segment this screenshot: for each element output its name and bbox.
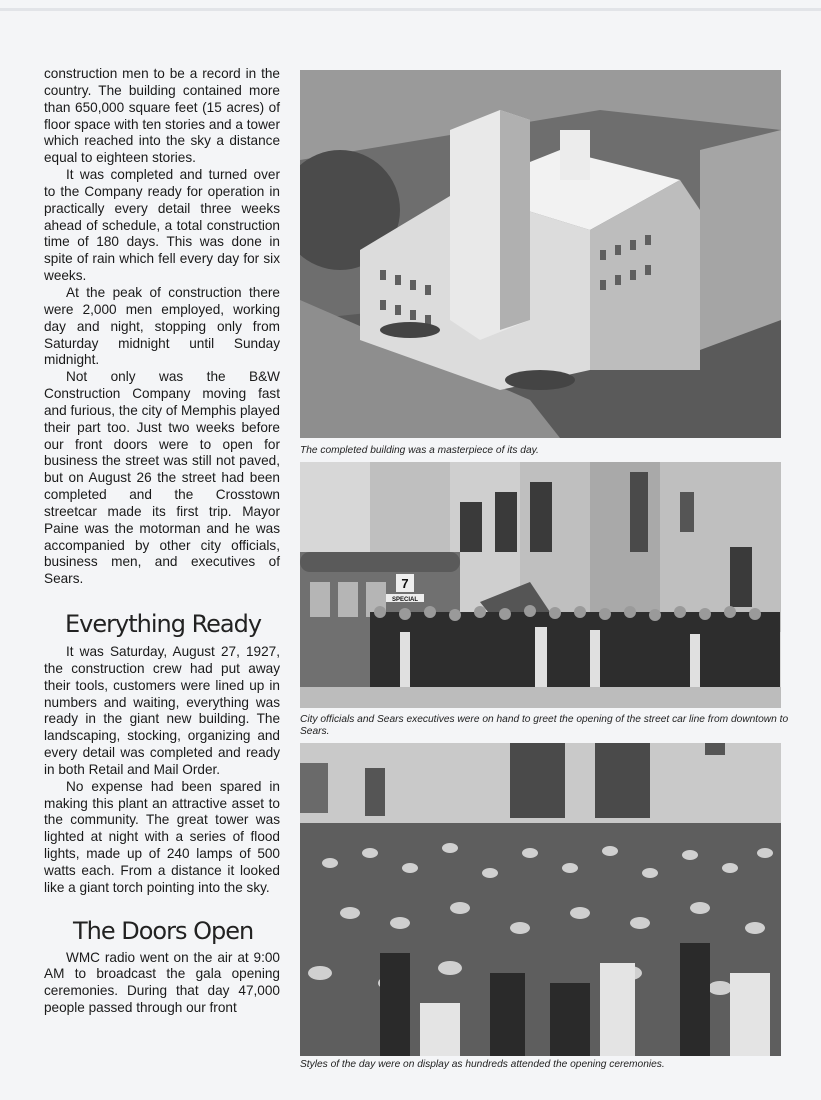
- streetcar-officials-photo: [300, 462, 781, 708]
- photo-caption: City officials and Sears executives were on hand to greet the opening of the street car line from downtown to Sears.: [300, 714, 789, 737]
- photo-caption: Styles of the day were on display as hundreds attended the opening ceremonies.: [300, 1059, 665, 1070]
- opening-crowd-photo: [300, 743, 781, 1056]
- section-heading: Everything Ready: [65, 610, 262, 639]
- paragraph: construction men to be a record in the country. The building contained more than 650,000 square feet (15 acres) of floor space with ten stories and a tower which reached into the sky a distance equal to eighteen stories.: [44, 66, 280, 166]
- streetcar-sign-text: SPECIAL: [391, 597, 419, 603]
- paragraph: Not only was the B&W Construction Company moving fast and furious, the city of Memphis played their part too. Just two weeks before our front doors were to open for business the street was still not paved, but on August 26 the street had been completed and the Crosstown streetcar made its first trip. Mayor Paine was the motorman and he was accompanied by other city officials, business men, and executives of Sears.: [44, 369, 280, 587]
- paragraph: It was completed and turned over to the Company ready for operation in practically every detail three weeks ahead of schedule, a total construction time of 180 days. This was done in spite of rain which fell every day for six weeks.: [44, 167, 280, 284]
- paragraph: WMC radio went on the air at 9:00 AM to broadcast the gala opening ceremonies. During that day 47,000 people passed through our front: [44, 949, 280, 1016]
- page-top-rule: [0, 8, 821, 11]
- section-heading: The Doors Open: [73, 916, 254, 945]
- paragraph: It was Saturday, August 27, 1927, the construction crew had put away their tools, customers were lined up in numbers and waiting, everything was ready in the giant new building. The landscaping, stocking, organizing and every detail was completed and ready in both Retail and Mail Order.: [44, 644, 280, 777]
- building-aerial-photo: [300, 70, 781, 438]
- article-text-column: [44, 66, 280, 1017]
- paragraph: At the peak of construction there were 2,000 men employed, working day and night, stopping only from Saturday midnight until Sunday midnight.: [44, 284, 280, 368]
- photo-caption: The completed building was a masterpiece of its day.: [300, 445, 539, 456]
- streetcar-sign-number: 7: [401, 576, 409, 591]
- paragraph: No expense had been spared in making this plant an attractive asset to the community. The great tower was lighted at night with a series of flood lights, made up of 240 lamps of 500 watts each. From a distance it looked like a giant torch pointing into the sky.: [44, 778, 280, 895]
